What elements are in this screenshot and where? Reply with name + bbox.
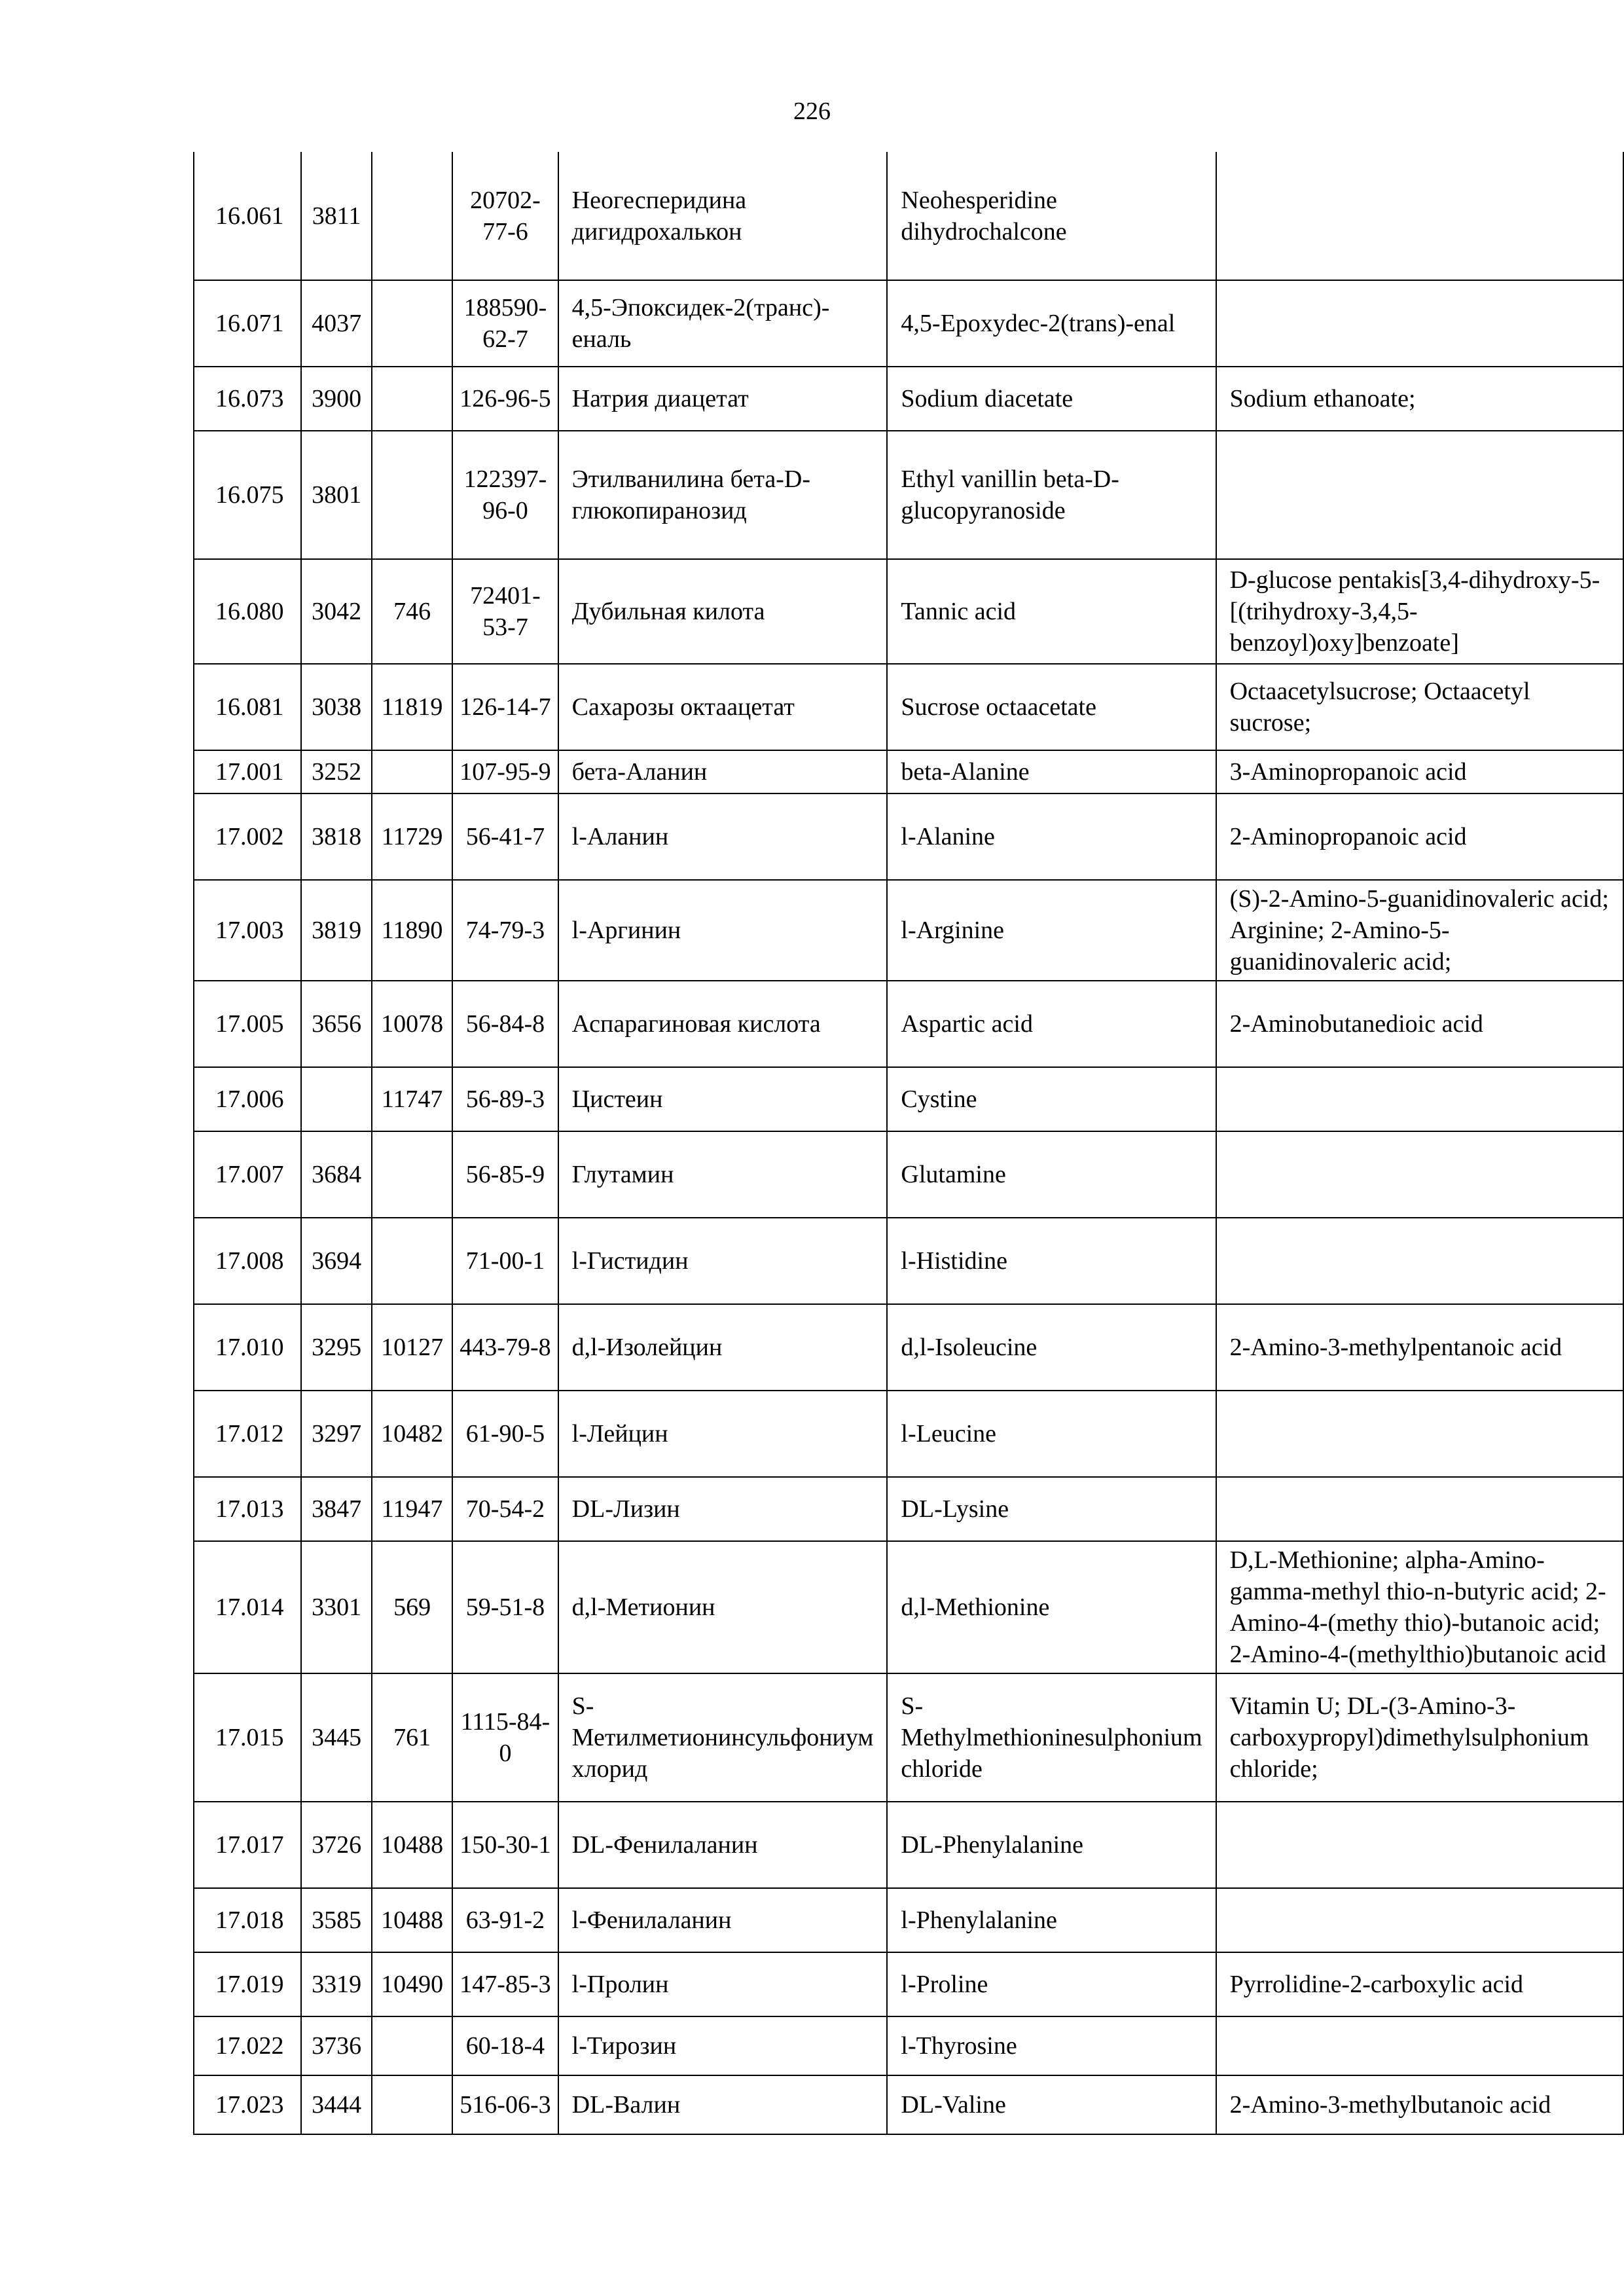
- coe-number-cell: 746: [372, 559, 452, 664]
- coe-number-cell: [372, 152, 452, 280]
- code-cell: 16.071: [194, 280, 301, 367]
- table-row: [194, 1673, 1623, 1802]
- english-name-cell: Sodium diacetate: [887, 367, 1216, 431]
- code-cell: 17.006: [194, 1067, 301, 1131]
- coe-number-cell: [372, 750, 452, 793]
- table-row: [194, 1888, 1623, 1952]
- english-name-cell: beta-Alanine: [887, 750, 1216, 793]
- code-cell: 17.010: [194, 1304, 301, 1391]
- english-name-cell: DL-Phenylalanine: [887, 1802, 1216, 1888]
- fema-number-cell: 3847: [301, 1477, 372, 1541]
- synonyms-cell: (S)-2-Amino-5-guanidinovaleric acid; Arginine; 2-Amino-5-guanidinovaleric acid;: [1216, 880, 1623, 981]
- code-cell: 16.075: [194, 431, 301, 559]
- synonyms-cell: D,L-Methionine; alpha-Amino-gamma-methyl thio-n-butyric acid; 2-Amino-4-(methy thio)-butanoic acid; 2-Amino-4-(methylthio)butanoic acid: [1216, 1541, 1623, 1673]
- cas-number-cell: 1115-84-0: [452, 1673, 558, 1802]
- synonyms-cell: 2-Amino-3-methylbutanoic acid: [1216, 2075, 1623, 2134]
- fema-number-cell: 3684: [301, 1131, 372, 1218]
- cas-number-cell: 56-41-7: [452, 793, 558, 880]
- fema-number-cell: 3042: [301, 559, 372, 664]
- russian-name-cell: l-Аргинин: [558, 880, 888, 981]
- russian-name-cell: l-Пролин: [558, 1952, 888, 2016]
- synonyms-cell: Sodium ethanoate;: [1216, 367, 1623, 431]
- table-body: [194, 152, 1623, 2134]
- table-row: [194, 1391, 1623, 1477]
- synonyms-cell: [1216, 1888, 1623, 1952]
- english-name-cell: l-Arginine: [887, 880, 1216, 981]
- table-row: [194, 280, 1623, 367]
- table-row: [194, 981, 1623, 1067]
- code-cell: 16.080: [194, 559, 301, 664]
- table-row: [194, 152, 1623, 280]
- table-row: [194, 750, 1623, 793]
- synonyms-cell: [1216, 431, 1623, 559]
- russian-name-cell: Сахарозы октаацетат: [558, 664, 888, 750]
- fema-number-cell: 3818: [301, 793, 372, 880]
- english-name-cell: DL-Valine: [887, 2075, 1216, 2134]
- cas-number-cell: 60-18-4: [452, 2016, 558, 2075]
- cas-number-cell: 443-79-8: [452, 1304, 558, 1391]
- code-cell: 17.002: [194, 793, 301, 880]
- fema-number-cell: 3726: [301, 1802, 372, 1888]
- english-name-cell: Glutamine: [887, 1131, 1216, 1218]
- cas-number-cell: 188590-62-7: [452, 280, 558, 367]
- table-row: [194, 1952, 1623, 2016]
- code-cell: 17.001: [194, 750, 301, 793]
- fema-number-cell: 3297: [301, 1391, 372, 1477]
- fema-number-cell: 3038: [301, 664, 372, 750]
- english-name-cell: l-Leucine: [887, 1391, 1216, 1477]
- synonyms-cell: [1216, 1391, 1623, 1477]
- cas-number-cell: 126-14-7: [452, 664, 558, 750]
- russian-name-cell: Глутамин: [558, 1131, 888, 1218]
- russian-name-cell: l-Гистидин: [558, 1218, 888, 1304]
- coe-number-cell: [372, 2075, 452, 2134]
- coe-number-cell: 11729: [372, 793, 452, 880]
- code-cell: 17.008: [194, 1218, 301, 1304]
- coe-number-cell: [372, 1218, 452, 1304]
- code-cell: 16.061: [194, 152, 301, 280]
- russian-name-cell: бета-Аланин: [558, 750, 888, 793]
- cas-number-cell: 126-96-5: [452, 367, 558, 431]
- synonyms-cell: [1216, 280, 1623, 367]
- russian-name-cell: Этилванилина бета-D-глюкопиранозид: [558, 431, 888, 559]
- cas-number-cell: 61-90-5: [452, 1391, 558, 1477]
- fema-number-cell: 3301: [301, 1541, 372, 1673]
- coe-number-cell: 11947: [372, 1477, 452, 1541]
- russian-name-cell: DL-Фенилаланин: [558, 1802, 888, 1888]
- synonyms-cell: [1216, 1131, 1623, 1218]
- fema-number-cell: 3295: [301, 1304, 372, 1391]
- coe-number-cell: 11890: [372, 880, 452, 981]
- russian-name-cell: Натрия диацетат: [558, 367, 888, 431]
- table-row: [194, 1304, 1623, 1391]
- russian-name-cell: l-Лейцин: [558, 1391, 888, 1477]
- coe-number-cell: 10488: [372, 1802, 452, 1888]
- synonyms-cell: [1216, 1218, 1623, 1304]
- cas-number-cell: 56-84-8: [452, 981, 558, 1067]
- code-cell: 17.012: [194, 1391, 301, 1477]
- english-name-cell: Sucrose octaacetate: [887, 664, 1216, 750]
- code-cell: 17.007: [194, 1131, 301, 1218]
- cas-number-cell: 72401-53-7: [452, 559, 558, 664]
- table-row: [194, 2016, 1623, 2075]
- russian-name-cell: DL-Валин: [558, 2075, 888, 2134]
- coe-number-cell: [372, 1131, 452, 1218]
- russian-name-cell: Цистеин: [558, 1067, 888, 1131]
- cas-number-cell: 71-00-1: [452, 1218, 558, 1304]
- table-row: [194, 1218, 1623, 1304]
- code-cell: 16.073: [194, 367, 301, 431]
- english-name-cell: l-Proline: [887, 1952, 1216, 2016]
- coe-number-cell: [372, 431, 452, 559]
- coe-number-cell: 761: [372, 1673, 452, 1802]
- code-cell: 17.019: [194, 1952, 301, 2016]
- code-cell: 17.013: [194, 1477, 301, 1541]
- synonyms-cell: 2-Amino-3-methylpentanoic acid: [1216, 1304, 1623, 1391]
- english-name-cell: 4,5-Epoxydec-2(trans)-enal: [887, 280, 1216, 367]
- fema-number-cell: 3444: [301, 2075, 372, 2134]
- synonyms-cell: 3-Aminopropanoic acid: [1216, 750, 1623, 793]
- cas-number-cell: 56-85-9: [452, 1131, 558, 1218]
- synonyms-cell: D-glucose pentakis[3,4-dihydroxy-5-[(trihydroxy-3,4,5-benzoyl)oxy]benzoate]: [1216, 559, 1623, 664]
- table-row: [194, 793, 1623, 880]
- synonyms-cell: [1216, 1802, 1623, 1888]
- english-name-cell: d,l-Isoleucine: [887, 1304, 1216, 1391]
- russian-name-cell: 4,5-Эпоксидек-2(транс)-еналь: [558, 280, 888, 367]
- english-name-cell: l-Thyrosine: [887, 2016, 1216, 2075]
- synonyms-cell: Pyrrolidine-2-carboxylic acid: [1216, 1952, 1623, 2016]
- russian-name-cell: Неогесперидина дигидрохалькон: [558, 152, 888, 280]
- flavouring-substances-table: [193, 152, 1624, 2135]
- synonyms-cell: [1216, 2016, 1623, 2075]
- table-row: [194, 664, 1623, 750]
- table-row: [194, 1802, 1623, 1888]
- russian-name-cell: Аспарагиновая кислота: [558, 981, 888, 1067]
- table-row: [194, 1067, 1623, 1131]
- english-name-cell: S-Methylmethioninesulphonium chloride: [887, 1673, 1216, 1802]
- synonyms-cell: 2-Aminobutanedioic acid: [1216, 981, 1623, 1067]
- fema-number-cell: 3656: [301, 981, 372, 1067]
- table-row: [194, 2075, 1623, 2134]
- fema-number-cell: 3445: [301, 1673, 372, 1802]
- code-cell: 17.023: [194, 2075, 301, 2134]
- english-name-cell: l-Phenylalanine: [887, 1888, 1216, 1952]
- english-name-cell: Tannic acid: [887, 559, 1216, 664]
- coe-number-cell: 569: [372, 1541, 452, 1673]
- coe-number-cell: 10490: [372, 1952, 452, 2016]
- fema-number-cell: 3736: [301, 2016, 372, 2075]
- cas-number-cell: 63-91-2: [452, 1888, 558, 1952]
- fema-number-cell: [301, 1067, 372, 1131]
- fema-number-cell: 3801: [301, 431, 372, 559]
- english-name-cell: l-Alanine: [887, 793, 1216, 880]
- cas-number-cell: 70-54-2: [452, 1477, 558, 1541]
- cas-number-cell: 56-89-3: [452, 1067, 558, 1131]
- russian-name-cell: l-Аланин: [558, 793, 888, 880]
- russian-name-cell: DL-Лизин: [558, 1477, 888, 1541]
- fema-number-cell: 3252: [301, 750, 372, 793]
- table-row: [194, 1541, 1623, 1673]
- fema-number-cell: 4037: [301, 280, 372, 367]
- table-row: [194, 1131, 1623, 1218]
- synonyms-cell: Vitamin U; DL-(3-Amino-3-carboxypropyl)dimethylsulphonium chloride;: [1216, 1673, 1623, 1802]
- english-name-cell: Neohesperidine dihydrochalcone: [887, 152, 1216, 280]
- flavouring-table-container: [193, 152, 1624, 2135]
- code-cell: 17.018: [194, 1888, 301, 1952]
- synonyms-cell: Octaacetylsucrose; Octaacetyl sucrose;: [1216, 664, 1623, 750]
- english-name-cell: d,l-Methionine: [887, 1541, 1216, 1673]
- synonyms-cell: [1216, 1477, 1623, 1541]
- fema-number-cell: 3585: [301, 1888, 372, 1952]
- fema-number-cell: 3819: [301, 880, 372, 981]
- cas-number-cell: 74-79-3: [452, 880, 558, 981]
- russian-name-cell: d,l-Метионин: [558, 1541, 888, 1673]
- coe-number-cell: 11747: [372, 1067, 452, 1131]
- english-name-cell: Cystine: [887, 1067, 1216, 1131]
- fema-number-cell: 3900: [301, 367, 372, 431]
- russian-name-cell: S-Метилметионинсульфониум хлорид: [558, 1673, 888, 1802]
- cas-number-cell: 107-95-9: [452, 750, 558, 793]
- cas-number-cell: 147-85-3: [452, 1952, 558, 2016]
- russian-name-cell: Дубильная килота: [558, 559, 888, 664]
- code-cell: 16.081: [194, 664, 301, 750]
- code-cell: 17.005: [194, 981, 301, 1067]
- russian-name-cell: d,l-Изолейцин: [558, 1304, 888, 1391]
- synonyms-cell: 2-Aminopropanoic acid: [1216, 793, 1623, 880]
- table-row: [194, 367, 1623, 431]
- coe-number-cell: 11819: [372, 664, 452, 750]
- coe-number-cell: 10078: [372, 981, 452, 1067]
- synonyms-cell: [1216, 1067, 1623, 1131]
- coe-number-cell: [372, 367, 452, 431]
- page-number: 226: [793, 98, 831, 125]
- code-cell: 17.003: [194, 880, 301, 981]
- coe-number-cell: [372, 280, 452, 367]
- code-cell: 17.015: [194, 1673, 301, 1802]
- synonyms-cell: [1216, 152, 1623, 280]
- cas-number-cell: 516-06-3: [452, 2075, 558, 2134]
- cas-number-cell: 150-30-1: [452, 1802, 558, 1888]
- table-row: [194, 431, 1623, 559]
- cas-number-cell: 122397-96-0: [452, 431, 558, 559]
- russian-name-cell: l-Фенилаланин: [558, 1888, 888, 1952]
- table-row: [194, 880, 1623, 981]
- russian-name-cell: l-Тирозин: [558, 2016, 888, 2075]
- table-row: [194, 1477, 1623, 1541]
- english-name-cell: DL-Lysine: [887, 1477, 1216, 1541]
- code-cell: 17.017: [194, 1802, 301, 1888]
- coe-number-cell: 10488: [372, 1888, 452, 1952]
- fema-number-cell: 3694: [301, 1218, 372, 1304]
- fema-number-cell: 3319: [301, 1952, 372, 2016]
- english-name-cell: Ethyl vanillin beta-D-glucopyranoside: [887, 431, 1216, 559]
- code-cell: 17.022: [194, 2016, 301, 2075]
- fema-number-cell: 3811: [301, 152, 372, 280]
- coe-number-cell: [372, 2016, 452, 2075]
- code-cell: 17.014: [194, 1541, 301, 1673]
- cas-number-cell: 59-51-8: [452, 1541, 558, 1673]
- english-name-cell: Aspartic acid: [887, 981, 1216, 1067]
- coe-number-cell: 10482: [372, 1391, 452, 1477]
- table-row: [194, 559, 1623, 664]
- english-name-cell: l-Histidine: [887, 1218, 1216, 1304]
- coe-number-cell: 10127: [372, 1304, 452, 1391]
- cas-number-cell: 20702-77-6: [452, 152, 558, 280]
